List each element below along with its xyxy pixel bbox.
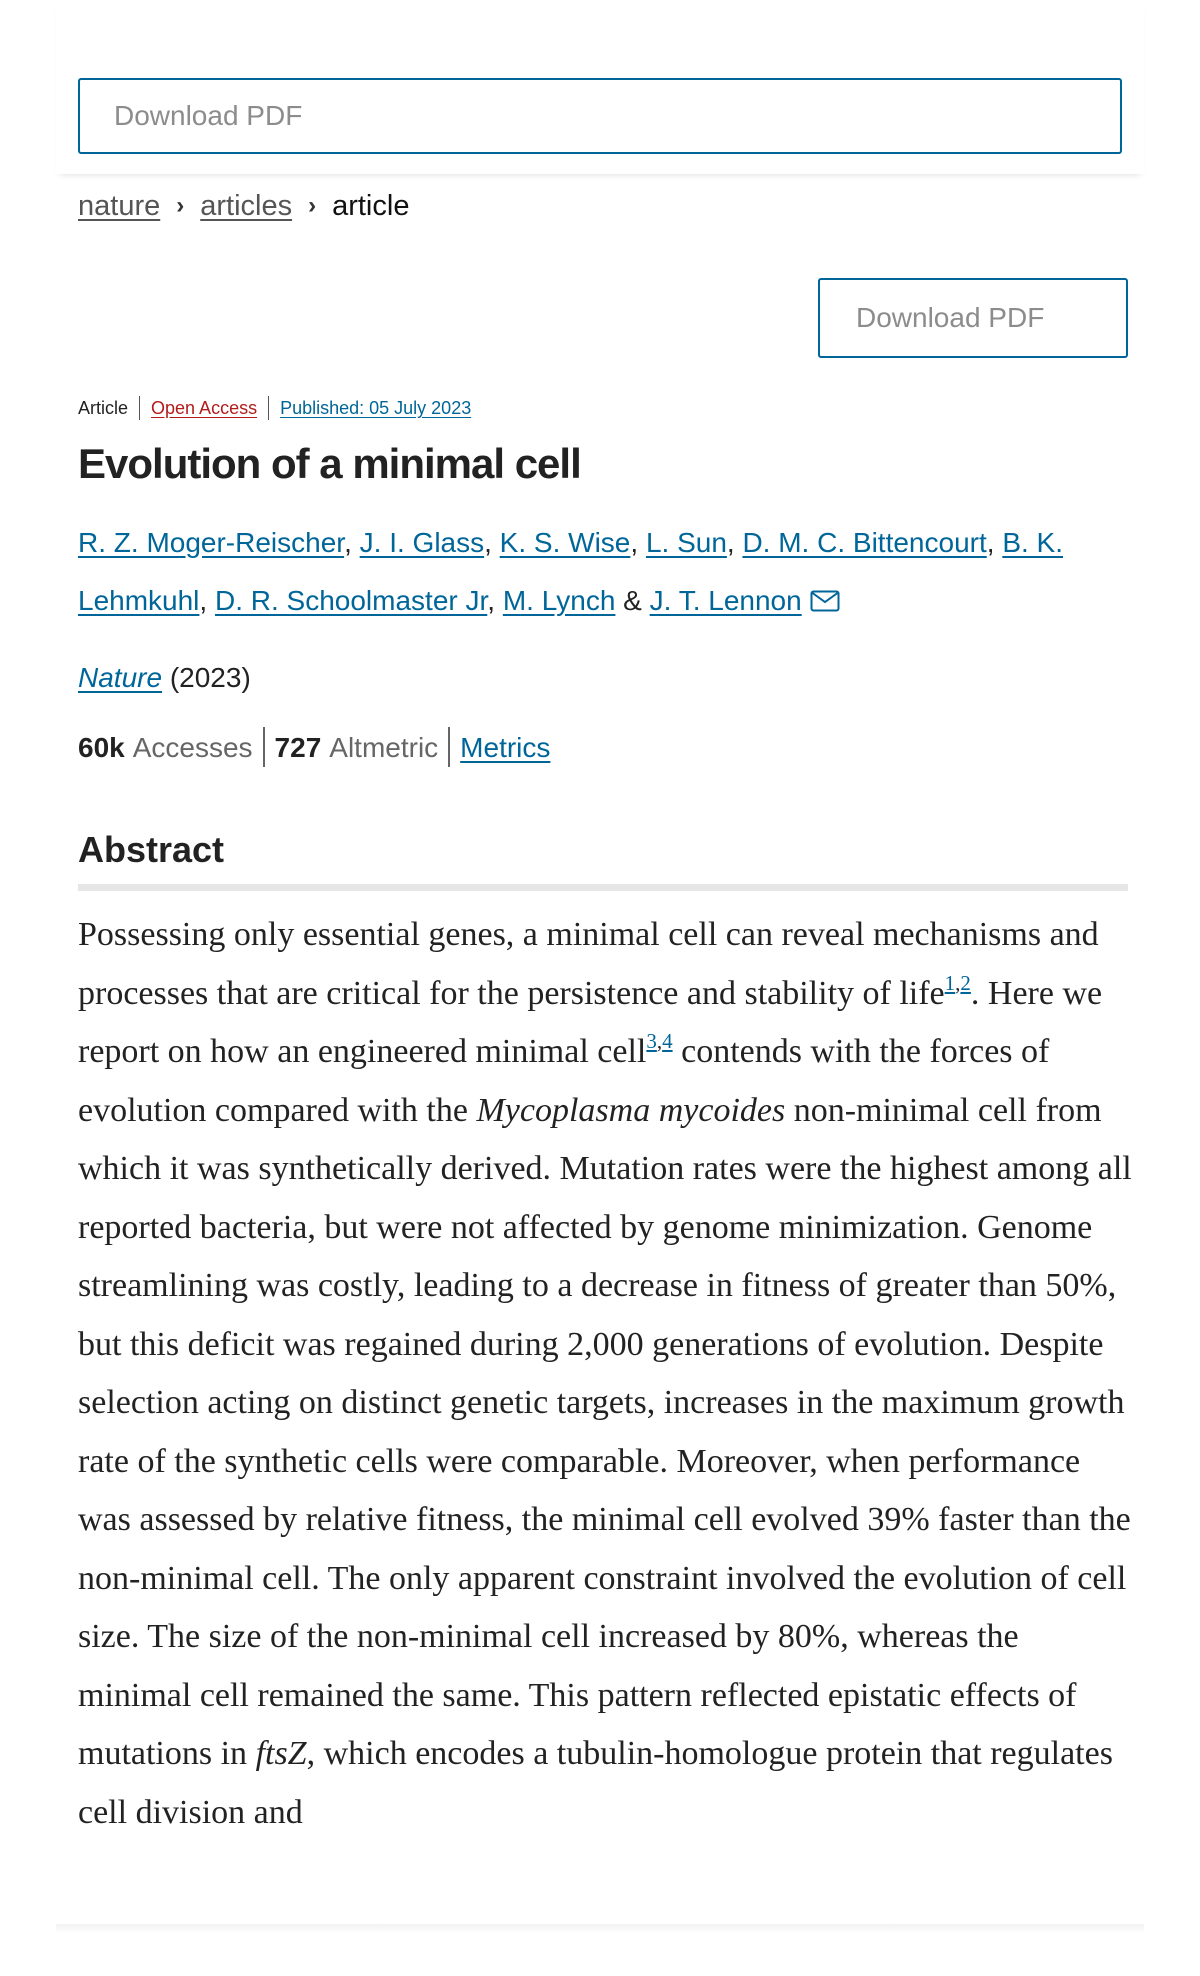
chevron-right-icon: › [176,192,185,219]
metrics-link[interactable]: Metrics [460,732,551,763]
reference-citation [646,1029,672,1053]
ref-separator: , [656,1029,663,1053]
open-access-link[interactable]: Open Access [151,398,258,418]
chevron-right-icon: › [308,192,317,219]
abstract-sentence: , which encodes a tubulin-homologue protein that regulates cell division and [78,1735,1113,1831]
ref-separator: , [955,970,961,995]
gene-name: ftsZ [255,1735,307,1772]
author-separator: , [487,585,503,616]
abstract-sentence: contends with the forces of evolution compared with the [78,1033,1050,1129]
bottom-bar-shadow [56,1924,1144,1934]
article-title: Evolution of a minimal cell [78,440,581,487]
author-link[interactable]: B. K. Lehmkuhl [78,527,1064,616]
reference-link[interactable]: 4 [662,1029,673,1053]
meta-divider [139,396,140,420]
altmetric-label: Altmetric [329,732,439,763]
author-link[interactable]: J. I. Glass [359,527,485,558]
metrics-divider [448,727,450,767]
altmetric-score: 727 [274,732,322,763]
author-link[interactable]: L. Sun [645,527,727,558]
reference-link[interactable]: 2 [960,970,971,995]
download-pdf-button[interactable]: Download PDF [818,278,1128,358]
reference-citation [945,971,971,995]
author-separator: , [199,585,215,616]
reference-link[interactable]: 3 [646,1029,657,1053]
author-link[interactable]: M. Lynch [502,585,616,616]
abstract-text [78,906,1138,1842]
author-separator: , [484,527,500,558]
breadcrumb-articles[interactable]: articles [200,190,293,222]
author-link[interactable]: D. M. C. Bittencourt [742,527,987,558]
abstract-heading: Abstract [78,829,225,870]
journal-citation [78,658,251,698]
article-metrics [78,726,550,770]
journal-link[interactable]: Nature [78,662,163,693]
meta-divider [268,396,269,420]
author-link[interactable]: D. R. Schoolmaster Jr [214,585,488,616]
author-separator: , [630,527,646,558]
download-pdf-button-top[interactable]: Download PDF [78,78,1122,154]
species-name: Mycoplasma mycoides [476,1091,786,1129]
abstract-sentence: . Here we report on how an engineered minimal cell [78,974,1103,1070]
article-type: Article [78,398,129,418]
accesses-label: Accesses [132,732,253,763]
author-list [78,514,1138,632]
abstract-divider [78,884,1128,891]
abstract-sentence: Possessing only essential genes, a minimal cell can reveal mechanisms and processes that are critical for the persistence and stability of life [78,916,1099,1012]
breadcrumb [78,186,409,228]
breadcrumb-nature[interactable]: nature [78,190,161,222]
mail-icon[interactable] [810,574,840,632]
author-link[interactable]: K. S. Wise [499,527,631,558]
breadcrumb-current: article [332,190,410,222]
published-date-link[interactable]: Published: 05 July 2023 [280,398,472,418]
abstract-sentence: non-minimal cell from which it was synthetically derived. Mutation rates were the highest among all reported bacteria, but were not affected by genome minimization. Genome streamlining was costly, leading to a decrease in fitness of greater than 50%, but this deficit was regained during 2,000 generations of evolution. Despite selection acting on distinct genetic targets, increases in the maximum growth rate of the synthetic cells were comparable. Moreover, when performance was assessed by relative fitness, the minimal cell evolved 39% faster than the non-minimal cell. The only apparent constraint involved the evolution of cell size. The size of the non-minimal cell increased by 80%, whereas the minimal cell remained the same. This pattern reflected epistatic effects of mutations in [78,1091,1132,1772]
accesses-count: 60k [78,732,125,763]
author-separator: , [986,527,1003,558]
publication-year: (2023) [162,662,251,693]
author-link[interactable]: R. Z. Moger-Reischer [78,527,345,558]
reference-link[interactable]: 1 [944,970,956,995]
article-meta [78,394,471,422]
corresponding-author-link[interactable]: J. T. Lennon [649,585,802,616]
author-separator: & [615,585,650,616]
author-separator: , [726,527,743,558]
metrics-divider [263,727,265,767]
sticky-header [56,0,1144,174]
author-separator: , [344,527,360,558]
